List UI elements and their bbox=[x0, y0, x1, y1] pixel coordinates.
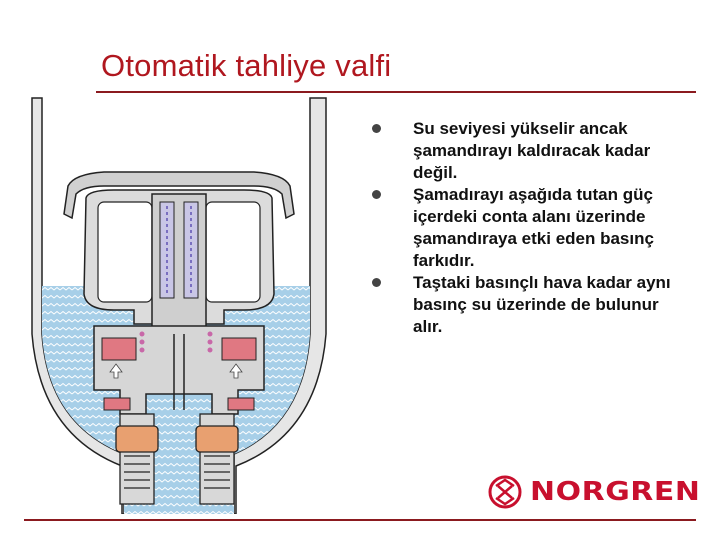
bullet-dot-icon bbox=[372, 278, 381, 287]
bullet-text: Su seviyesi yükselir ancak şamandırayı kaldıracak kadar değil. bbox=[413, 119, 651, 182]
bullet-item bbox=[372, 118, 672, 184]
footer-divider bbox=[24, 519, 696, 521]
bullet-dot-icon bbox=[372, 190, 381, 199]
logo-wordmark: NORGREN bbox=[530, 477, 701, 507]
title-divider bbox=[96, 91, 696, 93]
bullet-list bbox=[372, 118, 672, 338]
norgren-logo bbox=[486, 474, 701, 510]
bullet-text: Taştaki basınçlı hava kadar aynı basınç su üzerinde de bulunur alır. bbox=[413, 273, 671, 336]
drain-valve-diagram bbox=[24, 94, 334, 514]
slide-title: Otomatik tahliye valfi bbox=[101, 48, 392, 83]
bullet-text: Şamadırayı aşağıda tutan güç içerdeki conta alanı üzerinde şamandıraya etki eden basınç farkıdır. bbox=[413, 185, 654, 270]
bullet-dot-icon bbox=[372, 124, 381, 133]
norgren-emblem-icon bbox=[486, 474, 524, 510]
bullet-item bbox=[372, 184, 672, 272]
bullet-item bbox=[372, 272, 672, 338]
